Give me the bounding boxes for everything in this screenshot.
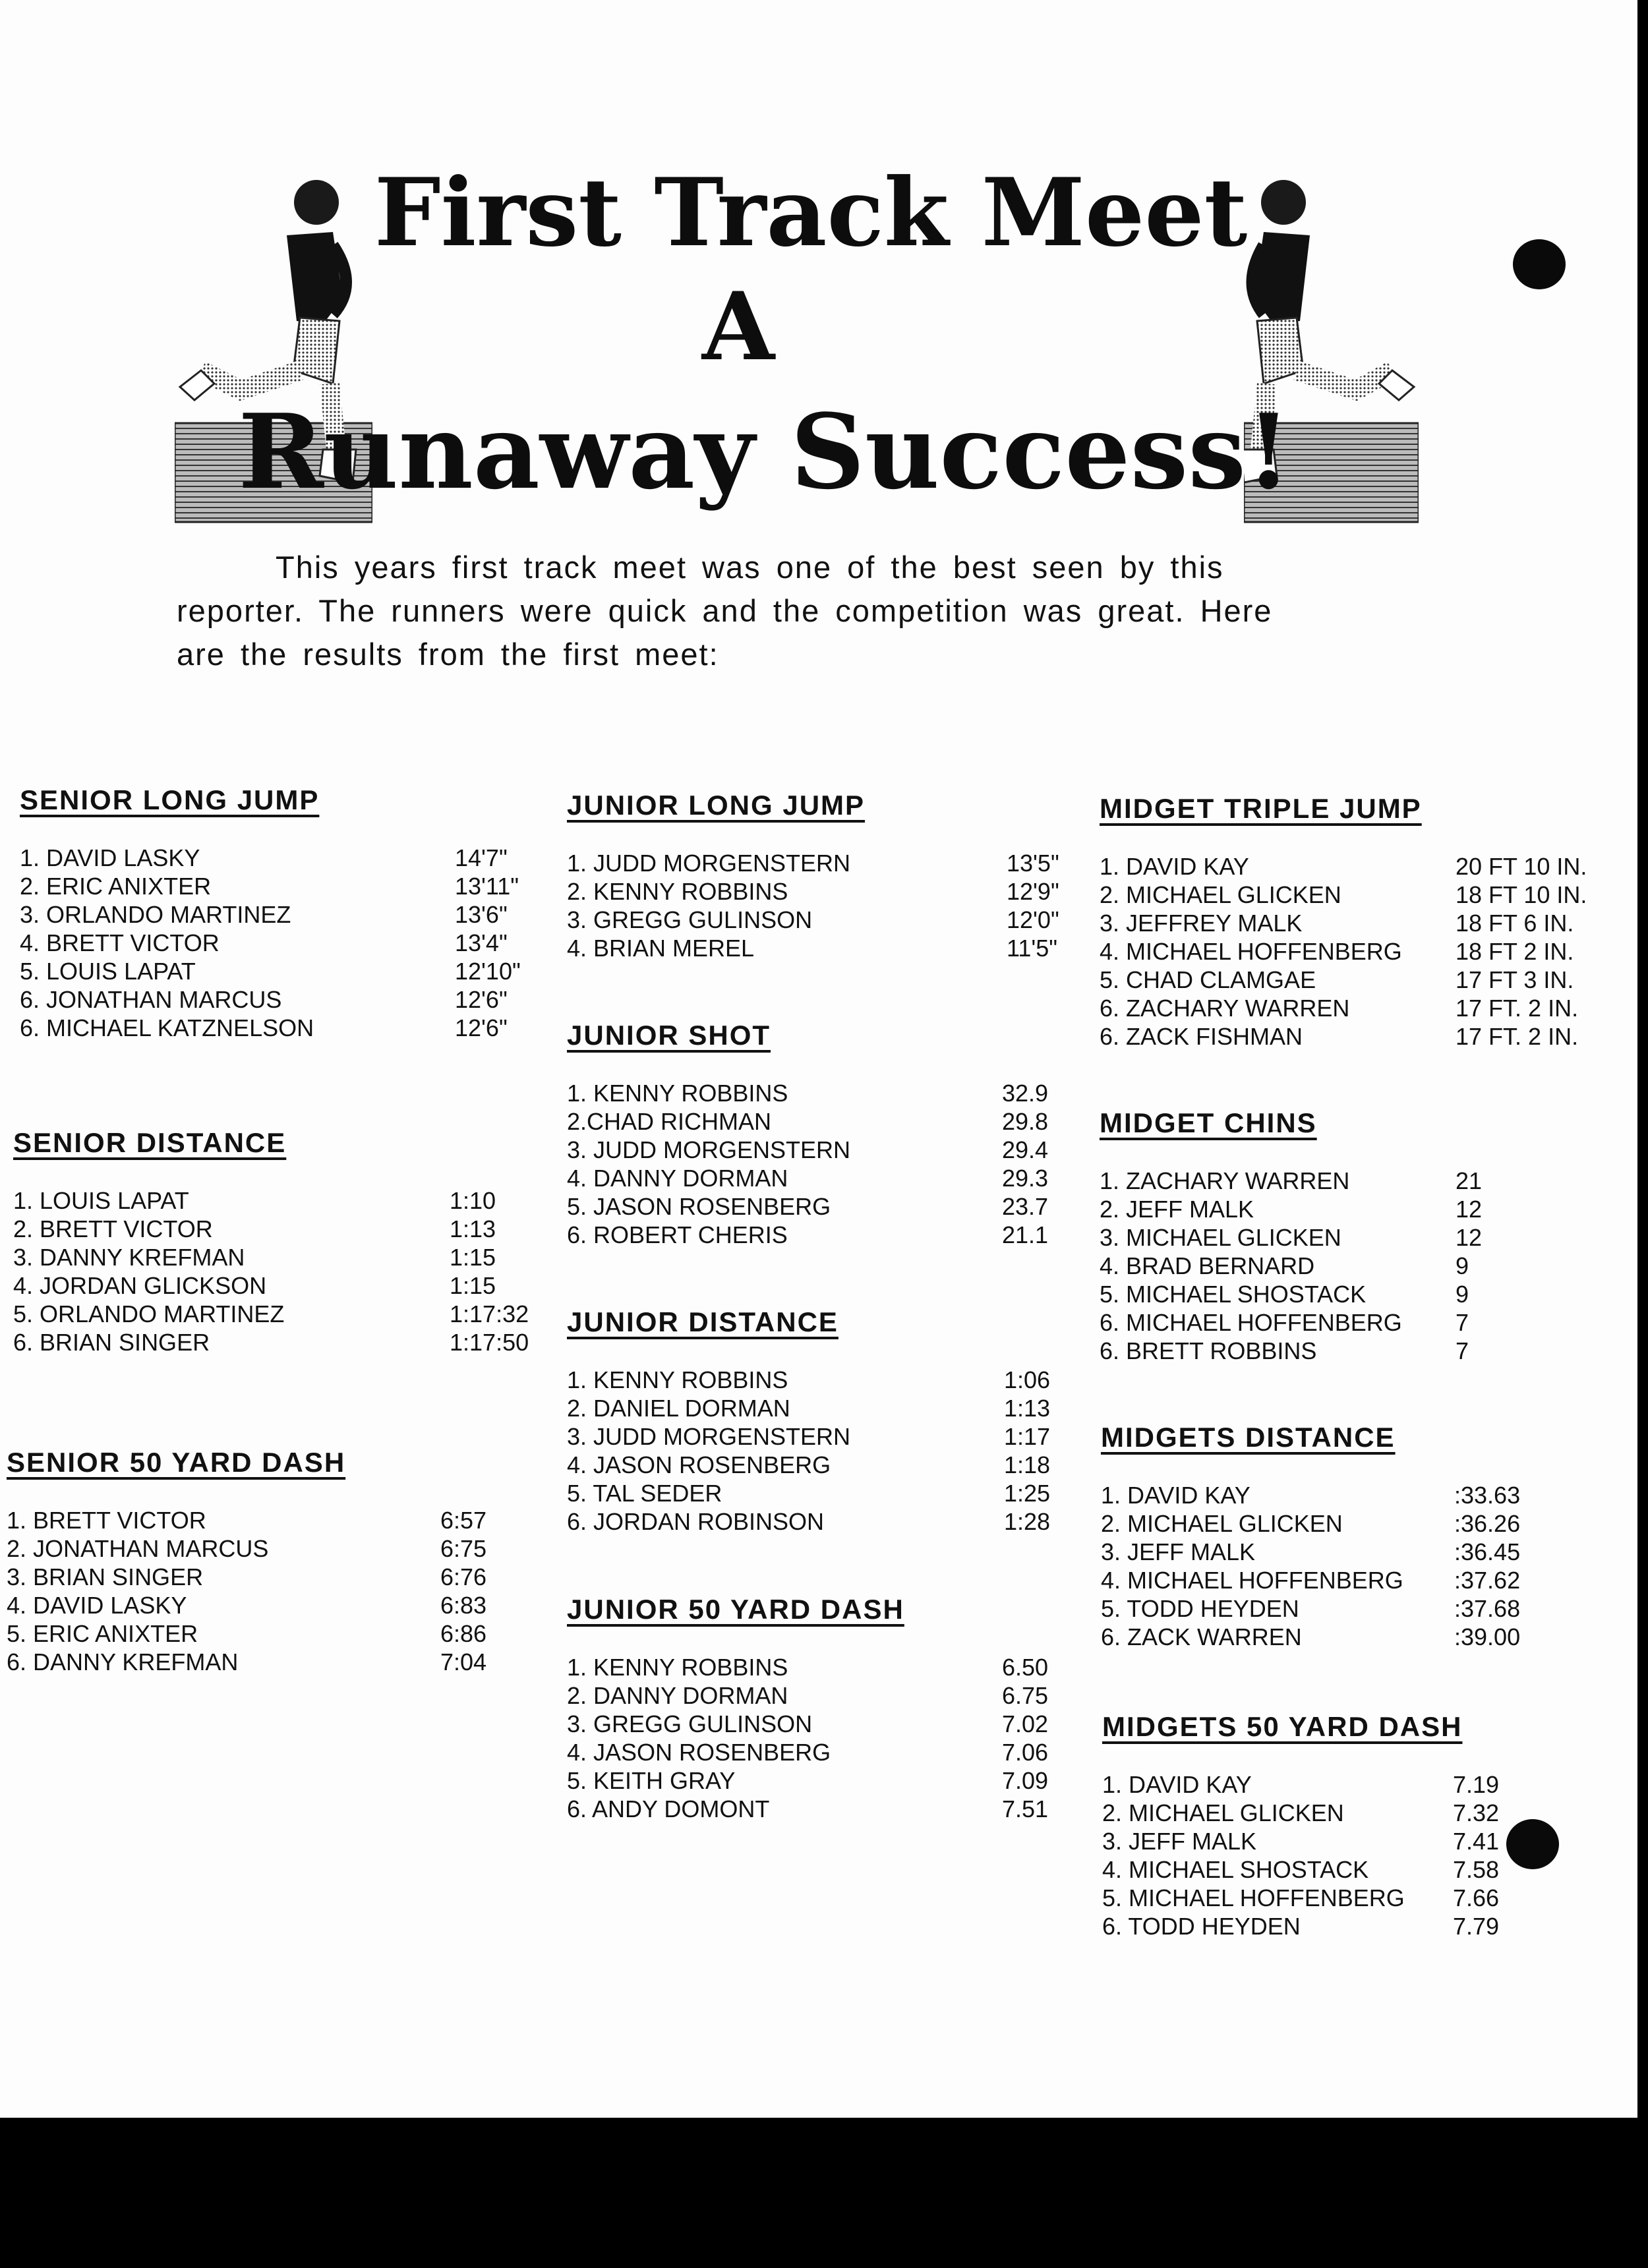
result-value: 23.7	[1002, 1193, 1049, 1220]
result-value: 13'6"	[455, 901, 508, 928]
section-midget-triple-jump	[1100, 793, 1587, 1050]
athlete-name: 6. ZACK WARREN	[1101, 1623, 1302, 1650]
intro-line-1: This years first track meet was one of the best seen by this	[276, 550, 1224, 585]
result-value: 32.9	[1002, 1080, 1049, 1107]
athlete-name: 1. BRETT VICTOR	[7, 1507, 206, 1534]
section-senior-distance	[13, 1127, 529, 1356]
result-value: 29.3	[1002, 1165, 1049, 1192]
athlete-name: 2. DANIEL DORMAN	[567, 1395, 790, 1422]
athlete-name: 5. MICHAEL HOFFENBERG	[1102, 1884, 1405, 1911]
result-value: 9	[1456, 1252, 1469, 1279]
athlete-name: 6. ANDY DOMONT	[567, 1795, 770, 1822]
result-value: 6:57	[440, 1507, 487, 1534]
result-value: 17 FT. 2 IN.	[1456, 1023, 1579, 1050]
result-value: :37.68	[1454, 1595, 1521, 1622]
athlete-name: 3. GREGG GULINSON	[567, 1710, 813, 1737]
result-value: 17 FT. 2 IN.	[1456, 995, 1579, 1022]
result-value: 1:13	[450, 1215, 496, 1242]
result-value: 7	[1456, 1309, 1469, 1336]
result-value: 9	[1456, 1281, 1469, 1308]
headline-line-3: Runaway Success!	[238, 392, 1291, 512]
result-value: 7.19	[1453, 1771, 1500, 1798]
result-value: 7.02	[1002, 1710, 1049, 1737]
athlete-name: 3. JUDD MORGENSTERN	[567, 1136, 851, 1163]
result-value: 12	[1456, 1224, 1483, 1251]
result-value: 1:13	[1004, 1395, 1051, 1422]
athlete-name: 5. KEITH GRAY	[567, 1767, 736, 1794]
athlete-name: 2. MICHAEL GLICKEN	[1101, 1510, 1343, 1537]
athlete-name: 5. JASON ROSENBERG	[567, 1193, 831, 1220]
athlete-name: 5. CHAD CLAMGAE	[1100, 966, 1316, 993]
result-value: 1:10	[450, 1187, 496, 1214]
athlete-name: 4. MICHAEL HOFFENBERG	[1100, 938, 1402, 965]
result-value: 21.1	[1002, 1221, 1049, 1248]
result-value: 18 FT 6 IN.	[1456, 910, 1574, 937]
athlete-name: 6. ZACHARY WARREN	[1100, 995, 1350, 1022]
result-value: 7	[1456, 1337, 1469, 1364]
result-value: 20 FT 10 IN.	[1456, 853, 1587, 880]
athlete-name: 2. JEFF MALK	[1100, 1196, 1254, 1223]
headline-line-2: A	[701, 272, 775, 382]
section-title: MIDGETS 50 YARD DASH	[1102, 1711, 1463, 1742]
athlete-name: 1. DAVID LASKY	[20, 844, 200, 871]
athlete-name: 3. JEFF MALK	[1102, 1828, 1257, 1855]
result-value: 17 FT 3 IN.	[1456, 966, 1574, 993]
result-value: 6:76	[440, 1563, 487, 1590]
intro-paragraph	[177, 546, 1383, 676]
athlete-name: 3. JEFF MALK	[1101, 1538, 1256, 1565]
result-value: :39.00	[1454, 1623, 1521, 1650]
result-value: 1:15	[450, 1272, 496, 1299]
section-midgets-50-yard-dash	[1102, 1711, 1500, 1940]
result-value: :33.63	[1454, 1482, 1521, 1509]
athlete-name: 4. DAVID LASKY	[7, 1592, 187, 1619]
athlete-name: 3. MICHAEL GLICKEN	[1100, 1224, 1341, 1251]
athlete-name: 1. KENNY ROBBINS	[567, 1366, 788, 1393]
athlete-name: 4. BRAD BERNARD	[1100, 1252, 1315, 1279]
result-value: 21	[1456, 1167, 1483, 1194]
result-value: :36.45	[1454, 1538, 1521, 1565]
athlete-name: 3. JEFFREY MALK	[1100, 910, 1303, 937]
athlete-name: 1. KENNY ROBBINS	[567, 1080, 788, 1107]
athlete-name: 6. BRETT ROBBINS	[1100, 1337, 1317, 1364]
section-title: JUNIOR 50 YARD DASH	[567, 1594, 904, 1625]
result-value: 12'0"	[1007, 906, 1059, 933]
athlete-name: 6. MICHAEL KATZNELSON	[20, 1014, 314, 1041]
result-value: 1:17:32	[450, 1300, 529, 1327]
intro-line-3: are the results from the first meet:	[177, 637, 719, 672]
result-value: 12	[1456, 1196, 1483, 1223]
section-senior-50-yard-dash	[7, 1447, 487, 1675]
athlete-name: 6. JONATHAN MARCUS	[20, 986, 282, 1013]
result-value: 1:18	[1004, 1451, 1051, 1478]
athlete-name: 1. DAVID KAY	[1102, 1771, 1252, 1798]
athlete-name: 4. JASON ROSENBERG	[567, 1739, 831, 1766]
athlete-name: 4. MICHAEL SHOSTACK	[1102, 1856, 1369, 1883]
section-title: MIDGET CHINS	[1100, 1107, 1317, 1138]
result-value: 1:17	[1004, 1423, 1051, 1450]
athlete-name: 6. DANNY KREFMAN	[7, 1648, 239, 1675]
athlete-name: 5. ORLANDO MARTINEZ	[13, 1300, 285, 1327]
athlete-name: 6. JORDAN ROBINSON	[567, 1508, 825, 1535]
section-title: SENIOR DISTANCE	[13, 1127, 287, 1158]
section-title: JUNIOR DISTANCE	[567, 1306, 839, 1337]
result-value: 6.50	[1002, 1654, 1049, 1681]
athlete-name: 6. ZACK FISHMAN	[1100, 1023, 1303, 1050]
athlete-name: 2. JONATHAN MARCUS	[7, 1535, 269, 1562]
result-value: 7.51	[1002, 1795, 1049, 1822]
section-junior-shot	[567, 1020, 1049, 1248]
result-value: 18 FT 2 IN.	[1456, 938, 1574, 965]
result-value: 13'4"	[455, 929, 508, 956]
athlete-name: 1. KENNY ROBBINS	[567, 1654, 788, 1681]
result-value: 12'10"	[455, 958, 521, 985]
athlete-name: 4. JORDAN GLICKSON	[13, 1272, 267, 1299]
section-title: MIDGETS DISTANCE	[1101, 1422, 1396, 1453]
result-value: 1:25	[1004, 1480, 1051, 1507]
result-value: :37.62	[1454, 1567, 1521, 1594]
athlete-name: 3. BRIAN SINGER	[7, 1563, 204, 1590]
result-value: 12'6"	[455, 986, 508, 1013]
athlete-name: 1. JUDD MORGENSTERN	[567, 850, 851, 877]
result-value: 7:04	[440, 1648, 487, 1675]
athlete-name: 4. BRETT VICTOR	[20, 929, 220, 956]
athlete-name: 3. ORLANDO MARTINEZ	[20, 901, 291, 928]
athlete-name: 1. DAVID KAY	[1100, 853, 1249, 880]
athlete-name: 5. ERIC ANIXTER	[7, 1620, 198, 1647]
result-value: 7.66	[1453, 1884, 1500, 1911]
athlete-name: 5. MICHAEL SHOSTACK	[1100, 1281, 1367, 1308]
result-value: 18 FT 10 IN.	[1456, 881, 1587, 908]
athlete-name: 4. MICHAEL HOFFENBERG	[1101, 1567, 1403, 1594]
athlete-name: 5. TODD HEYDEN	[1101, 1595, 1299, 1622]
section-junior-long-jump	[567, 790, 1059, 962]
section-title: SENIOR LONG JUMP	[20, 784, 320, 815]
result-value: 7.09	[1002, 1767, 1049, 1794]
result-value: 6:75	[440, 1535, 487, 1562]
athlete-name: 3. DANNY KREFMAN	[13, 1244, 245, 1271]
result-value: 12'6"	[455, 1014, 508, 1041]
result-value: 11'5"	[1007, 935, 1058, 962]
athlete-name: 4. DANNY DORMAN	[567, 1165, 788, 1192]
section-title: JUNIOR SHOT	[567, 1020, 771, 1051]
athlete-name: 1. LOUIS LAPAT	[13, 1187, 189, 1214]
athlete-name: 3. JUDD MORGENSTERN	[567, 1423, 851, 1450]
result-value: 1:28	[1004, 1508, 1051, 1535]
result-value: 13'5"	[1007, 850, 1059, 877]
result-value: 7.79	[1453, 1913, 1500, 1940]
headline-line-1: First Track Meet	[374, 158, 1248, 268]
result-value: 6:83	[440, 1592, 487, 1619]
result-value: 29.8	[1002, 1108, 1049, 1135]
result-value: 13'11"	[455, 873, 519, 900]
result-value: 12'9"	[1007, 878, 1059, 905]
section-midgets-distance	[1101, 1422, 1521, 1650]
result-value: 7.41	[1453, 1828, 1500, 1855]
athlete-name: 2. MICHAEL GLICKEN	[1100, 881, 1341, 908]
athlete-name: 1. ZACHARY WARREN	[1100, 1167, 1350, 1194]
athlete-name: 6. MICHAEL HOFFENBERG	[1100, 1309, 1402, 1336]
result-value: :36.26	[1454, 1510, 1521, 1537]
section-senior-long-jump	[20, 784, 521, 1041]
result-value: 7.32	[1453, 1799, 1500, 1826]
athlete-name: 6. TODD HEYDEN	[1102, 1913, 1301, 1940]
section-title: SENIOR 50 YARD DASH	[7, 1447, 346, 1478]
result-value: 6.75	[1002, 1682, 1049, 1709]
section-title: JUNIOR LONG JUMP	[567, 790, 866, 821]
athlete-name: 1. DAVID KAY	[1101, 1482, 1251, 1509]
result-value: 6:86	[440, 1620, 487, 1647]
punch-hole-bottom	[1506, 1819, 1559, 1869]
result-value: 7.06	[1002, 1739, 1049, 1766]
athlete-name: 4. JASON ROSENBERG	[567, 1451, 831, 1478]
athlete-name: 5. TAL SEDER	[567, 1480, 722, 1507]
athlete-name: 2. KENNY ROBBINS	[567, 878, 788, 905]
athlete-name: 5. LOUIS LAPAT	[20, 958, 196, 985]
athlete-name: 4. BRIAN MEREL	[567, 935, 755, 962]
result-value: 7.58	[1453, 1856, 1500, 1883]
section-junior-50-yard-dash	[567, 1594, 1049, 1822]
result-value: 1:17:50	[450, 1329, 529, 1356]
result-value: 1:06	[1004, 1366, 1051, 1393]
athlete-name: 6. ROBERT CHERIS	[567, 1221, 788, 1248]
result-value: 1:15	[450, 1244, 496, 1271]
athlete-name: 2. BRETT VICTOR	[13, 1215, 213, 1242]
result-value: 14'7"	[455, 844, 508, 871]
athlete-name: 6. BRIAN SINGER	[13, 1329, 210, 1356]
section-midget-chins	[1100, 1107, 1483, 1364]
intro-line-2: reporter. The runners were quick and the competition was great. Here	[177, 593, 1273, 628]
athlete-name: 3. GREGG GULINSON	[567, 906, 813, 933]
result-value: 29.4	[1002, 1136, 1049, 1163]
section-junior-distance	[567, 1306, 1051, 1535]
athlete-name: 2. MICHAEL GLICKEN	[1102, 1799, 1344, 1826]
section-title: MIDGET TRIPLE JUMP	[1100, 793, 1422, 824]
athlete-name: 2. ERIC ANIXTER	[20, 873, 212, 900]
athlete-name: 2. DANNY DORMAN	[567, 1682, 788, 1709]
athlete-name: 2.CHAD RICHMAN	[567, 1108, 772, 1135]
